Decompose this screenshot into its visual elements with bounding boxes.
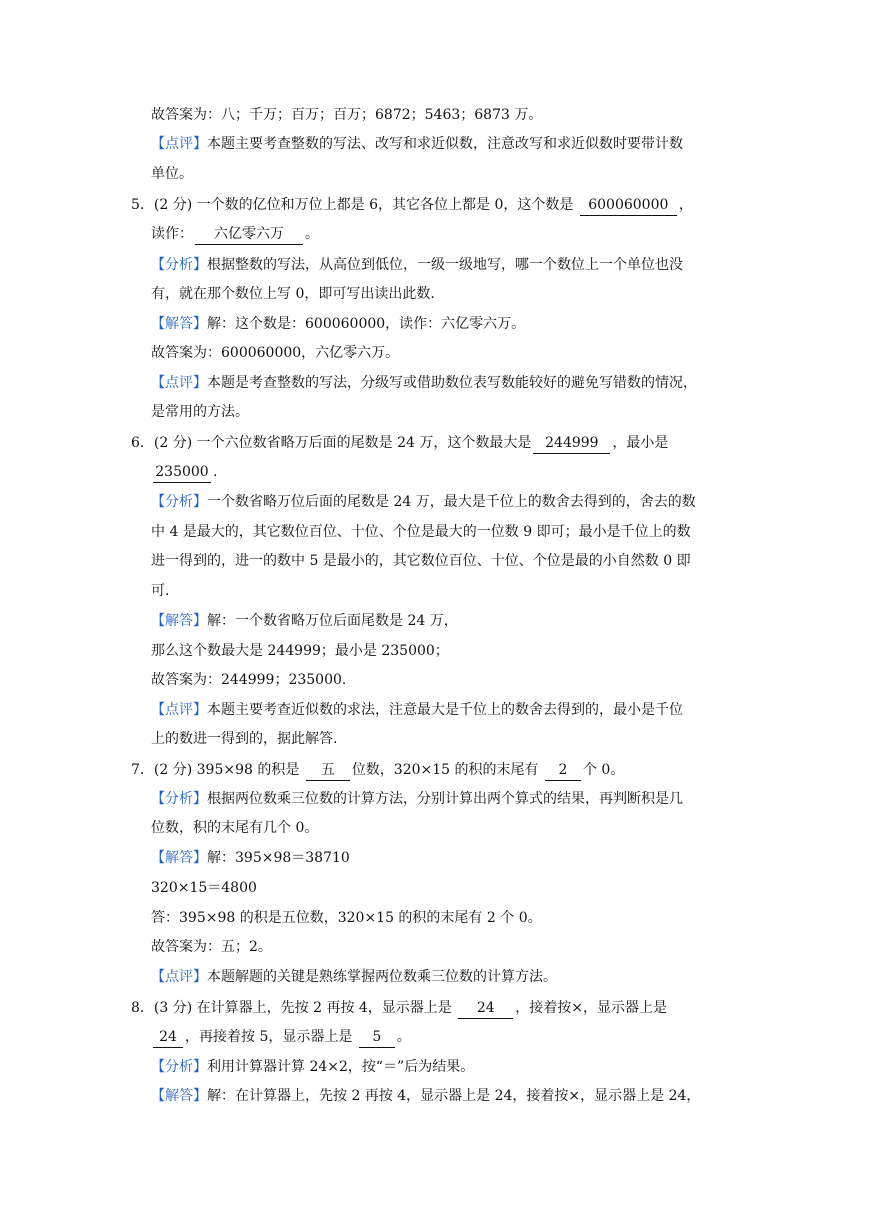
- text-line: [151, 224, 319, 245]
- text-line: [131, 998, 667, 1019]
- line-text: 本题解题的关键是熟练掌握两位数乘三位数的计算方法。: [207, 969, 557, 985]
- answer-blank: 六亿零六万: [195, 226, 303, 245]
- section-tag: 【解答】: [151, 1088, 207, 1104]
- section-tag: 【解答】: [151, 316, 207, 332]
- line-text: 解：这个数是：600060000，读作：六亿零六万。: [207, 316, 526, 332]
- line-text: ，接着按×，显示器上是: [515, 1000, 667, 1016]
- answer-blank: 24: [153, 1029, 183, 1048]
- answer-blank: 五: [306, 762, 350, 781]
- text-line: [151, 729, 337, 749]
- line-text: 解：在计算器上，先按 2 再按 4，显示器上是 24，接着按×，显示器上是 24，: [207, 1088, 701, 1104]
- text-line: [151, 789, 683, 809]
- line-text: 进一得到的，进一的数中 5 是最小的，其它数位百位、十位、个位是最的小自然数 0 即: [151, 553, 691, 569]
- line-text: ，再接着按 5，显示器上是: [185, 1029, 357, 1045]
- text-line: [151, 1086, 700, 1106]
- line-text: 是常用的方法。: [151, 404, 249, 420]
- text-line: [131, 195, 693, 216]
- text-line: [151, 522, 691, 542]
- answer-blank: 5: [359, 1029, 395, 1048]
- line-text: 个 0。: [582, 762, 625, 778]
- text-line: [151, 967, 557, 987]
- text-line: [151, 314, 525, 334]
- text-line: [151, 878, 257, 898]
- line-text: 。: [305, 226, 319, 242]
- line-text: 利用计算器计算 24×2，按“＝”后为结果。: [207, 1059, 475, 1075]
- section-tag: 【点评】: [151, 969, 207, 985]
- line-text: 8．(3 分) 在计算器上，先按 2 再按 4，显示器上是: [131, 1000, 457, 1016]
- text-line: [151, 373, 697, 393]
- line-text: ，最小是: [612, 435, 669, 451]
- line-text: 本题是考查整数的写法，分级写或借助数位表写数能较好的避免写错数的情况，: [207, 375, 697, 391]
- text-line: [151, 937, 272, 957]
- text-line: [151, 105, 542, 125]
- section-tag: 【分析】: [151, 494, 207, 510]
- text-line: [151, 134, 683, 154]
- line-text: 320×15＝4800: [151, 880, 257, 896]
- section-tag: 【分析】: [151, 257, 207, 273]
- line-text: 上的数进一得到的，据此解答.: [151, 731, 338, 747]
- text-line: [151, 343, 399, 363]
- text-line: [151, 848, 350, 868]
- section-tag: 【点评】: [151, 136, 207, 152]
- line-text: ，: [678, 197, 693, 213]
- text-line: [131, 433, 668, 454]
- line-text: 答：395×98 的积是五位数，320×15 的积的末尾有 2 个 0。: [151, 910, 542, 926]
- line-text: 故答案为：八；千万；百万；百万；6872；5463；6873 万。: [151, 107, 543, 123]
- line-text: 本题主要考查近似数的求法，注意最大是千位上的数舍去得到的，最小是千位: [207, 702, 683, 718]
- line-text: 一个数省略万位后面的尾数是 24 万，最大是千位上的数舍去得到的，舍去的数: [207, 494, 696, 510]
- line-text: 那么这个数最大是 244999；最小是 235000；: [151, 643, 449, 659]
- line-text: 单位。: [151, 166, 193, 182]
- text-line: [151, 641, 449, 661]
- text-line: [151, 255, 683, 275]
- line-text: 本题主要考查整数的写法、改写和求近似数，注意改写和求近似数时要带计数: [207, 136, 683, 152]
- line-text: 解：一个数省略万位后面尾数是 24 万，: [207, 613, 458, 629]
- text-line: [151, 1027, 411, 1048]
- line-text: 位数，320×15 的积的末尾有: [351, 762, 543, 778]
- section-tag: 【解答】: [151, 850, 207, 866]
- line-text: 6．(2 分) 一个六位数省略万后面的尾数是 24 万，这个数最大是: [131, 435, 532, 451]
- line-text: 5．(2 分) 一个数的亿位和万位上都是 6，其它各位上都是 0，这个数是: [131, 197, 578, 213]
- line-text: 根据整数的写法，从高位到低位，一级一级地写，哪一个数位上一个单位也没: [207, 257, 683, 273]
- line-text: 有，就在那个数位上写 0，即可写出读出此数.: [151, 286, 435, 302]
- text-line: [151, 908, 542, 928]
- line-text: 读作：: [151, 226, 193, 242]
- text-line: [151, 164, 193, 184]
- line-text: 中 4 是最大的，其它数位百位、十位、个位是最大的一位数 9 即可；最小是千位上的数: [151, 524, 691, 540]
- text-line: [151, 551, 691, 571]
- text-line: [151, 402, 249, 422]
- section-tag: 【分析】: [151, 1059, 207, 1075]
- answer-blank: 2: [545, 762, 581, 781]
- line-text: 故答案为：600060000，六亿零六万。: [151, 345, 400, 361]
- line-text: 解：395×98＝38710: [207, 850, 350, 866]
- text-line: [151, 818, 318, 838]
- text-line: [151, 462, 217, 483]
- line-text: 7．(2 分) 395×98 的积是: [131, 762, 304, 778]
- text-line: [151, 492, 696, 512]
- section-tag: 【点评】: [151, 702, 207, 718]
- line-text: .: [213, 464, 218, 480]
- line-text: 故答案为：244999；235000.: [151, 672, 347, 688]
- line-text: 故答案为：五；2。: [151, 939, 272, 955]
- text-line: [151, 284, 435, 304]
- line-text: 。: [396, 1029, 411, 1045]
- line-text: 可.: [151, 583, 170, 599]
- answer-blank: 24: [458, 1000, 513, 1019]
- answer-blank: 244999: [533, 435, 610, 454]
- text-line: [151, 611, 458, 631]
- section-tag: 【分析】: [151, 791, 207, 807]
- text-line: [151, 670, 346, 690]
- line-text: 位数，积的末尾有几个 0。: [151, 820, 319, 836]
- text-line: [151, 700, 683, 720]
- answer-blank: 600060000: [580, 197, 677, 216]
- section-tag: 【解答】: [151, 613, 207, 629]
- answer-blank: 235000: [153, 464, 211, 483]
- text-line: [131, 760, 624, 781]
- line-text: 根据两位数乘三位数的计算方法，分别计算出两个算式的结果，再判断积是几: [207, 791, 683, 807]
- text-line: [151, 1057, 474, 1077]
- text-line: [151, 581, 169, 601]
- section-tag: 【点评】: [151, 375, 207, 391]
